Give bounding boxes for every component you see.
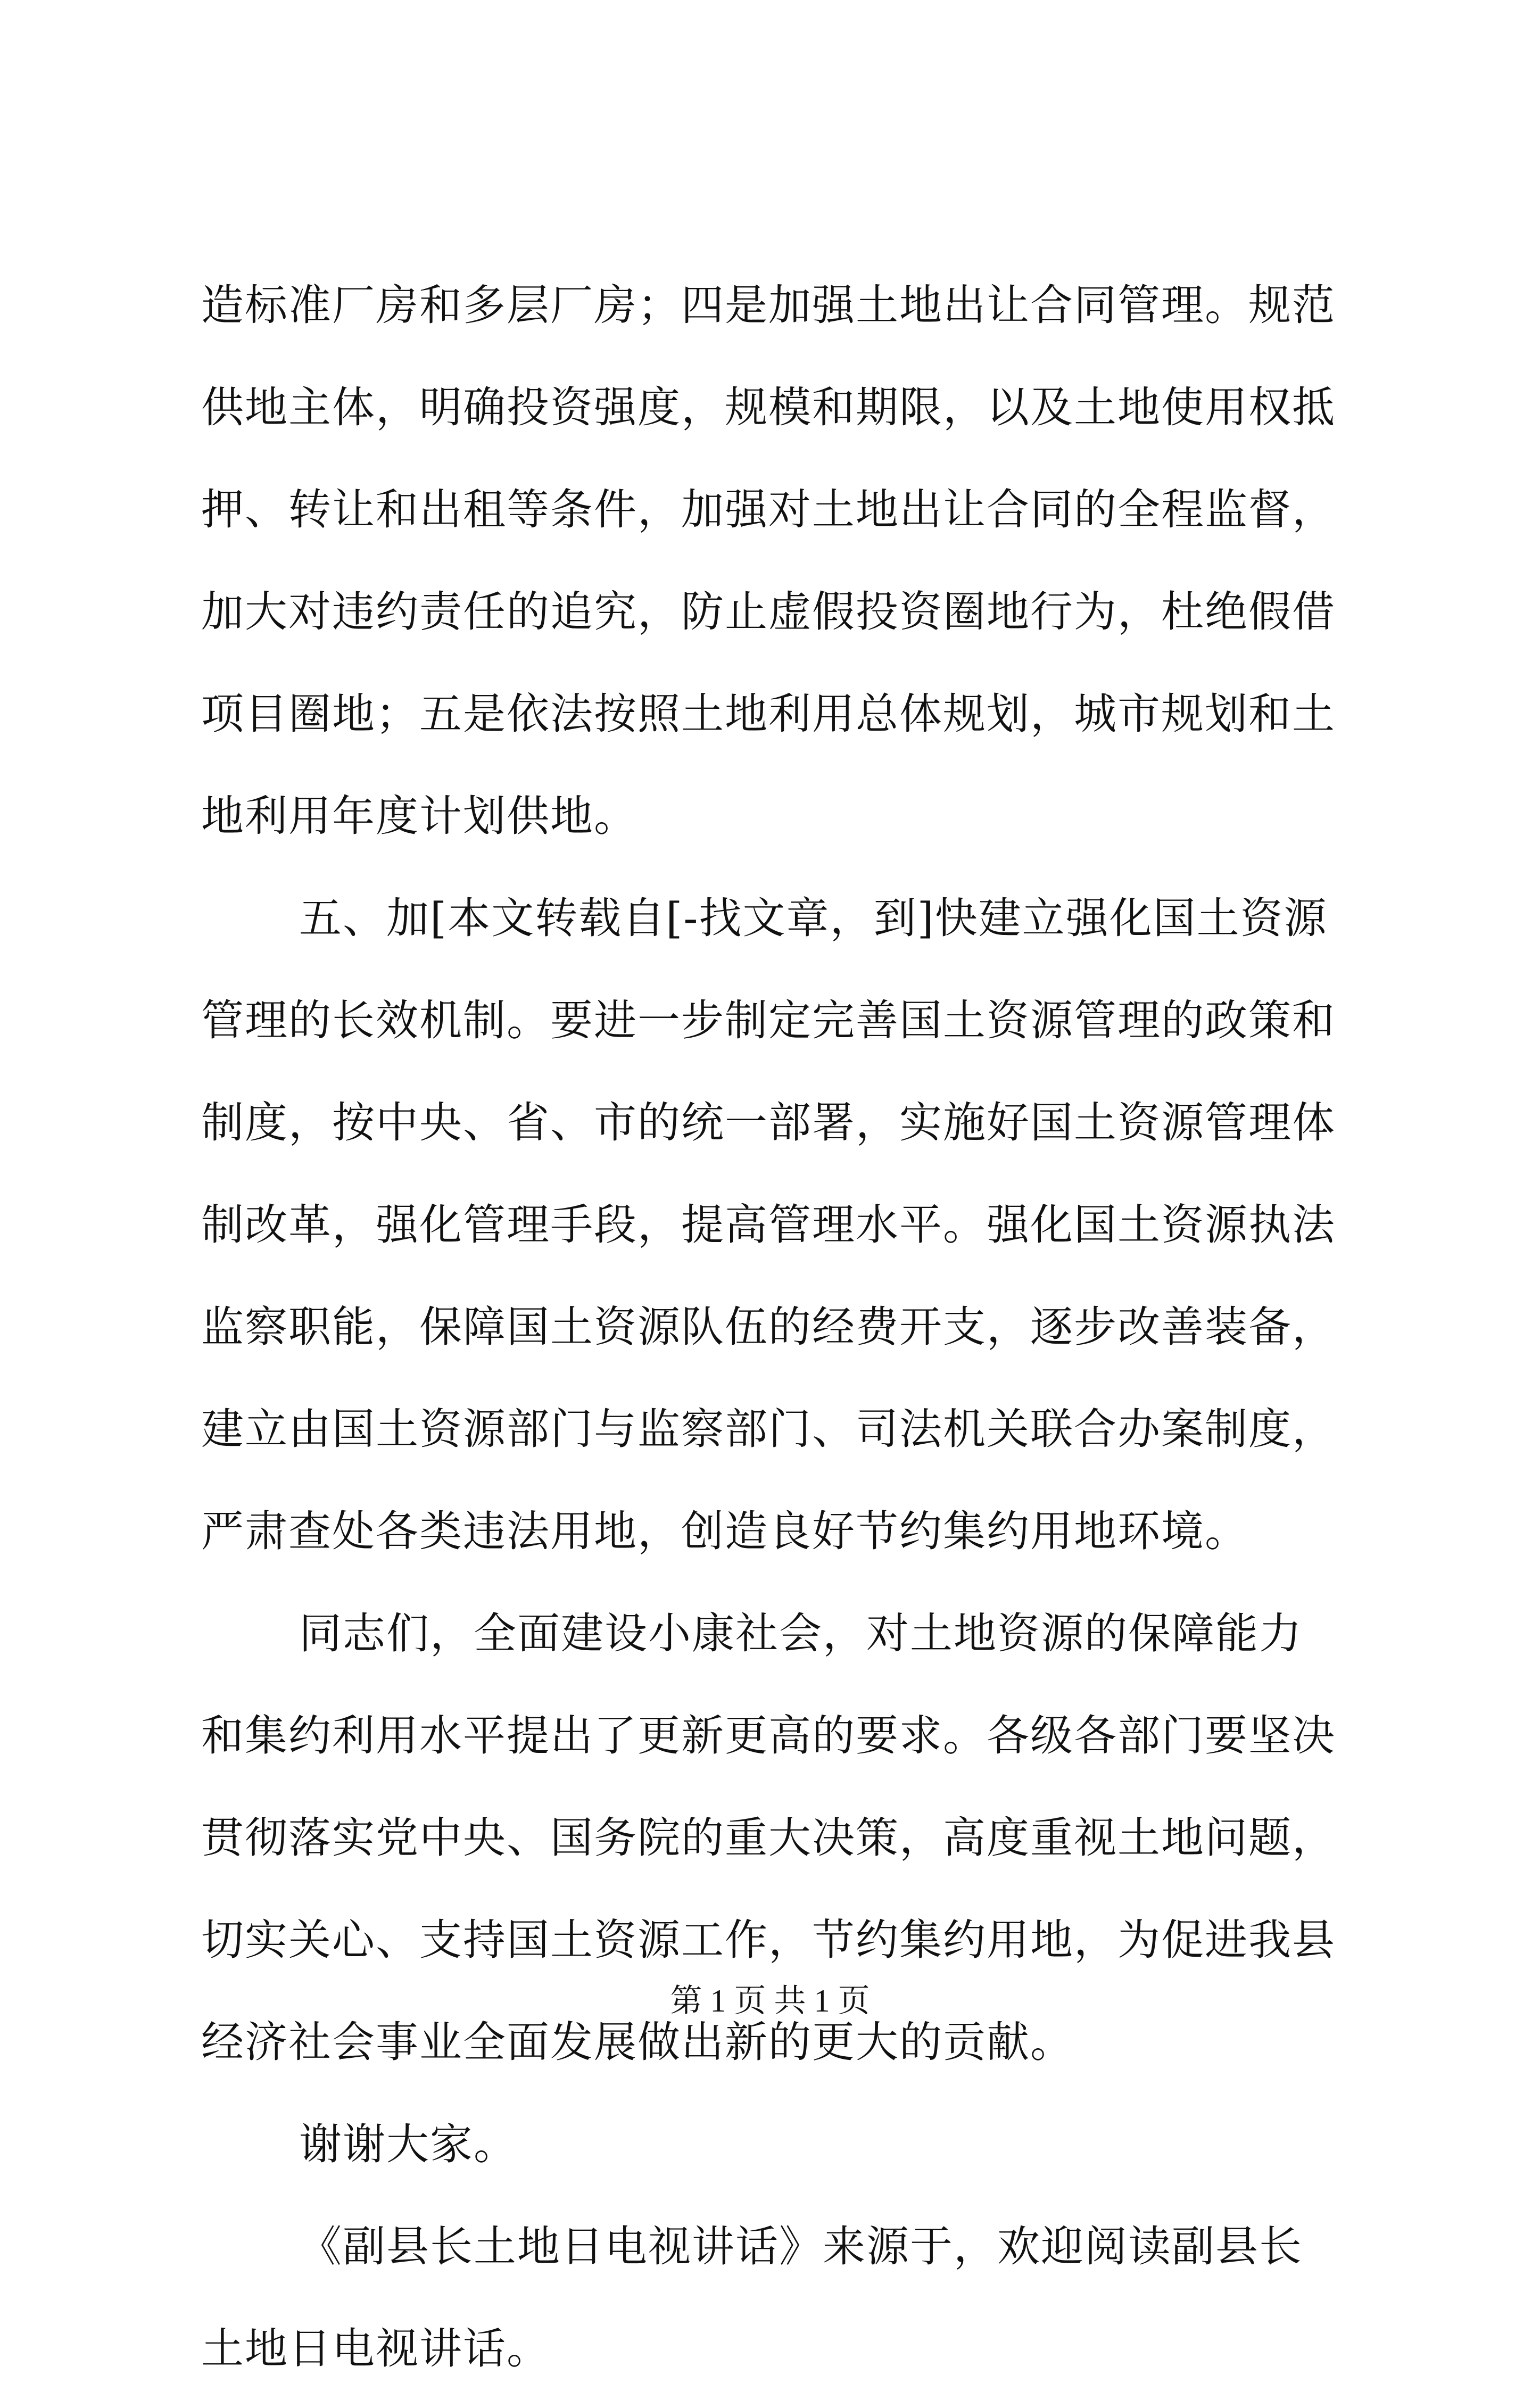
paragraph-comrades: 同志们，全面建设小康社会，对土地资源的保障能力和集约利用水平提出了更新更高的要求。各级各部门要坚决贯彻落实党中央、国务院的重大决策，高度重视土地问题，切实关心、支持国土资源工作，节约集约用地，为促进我县经济社会事业全面发展做出新的更大的贡献。 bbox=[201, 1609, 1336, 2067]
paragraph-source-note: 《副县长土地日电视讲话》来源于，欢迎阅读副县长土地日电视讲话。 bbox=[201, 2222, 1303, 2373]
page-number-footer: 第 1 页 共 1 页 bbox=[670, 1983, 870, 2018]
paragraph-section-five: 五、加[本文转载自[-找文章，到]快建立强化国土资源管理的长效机制。要进一步制定完善国土资源管理的政策和制度，按中央、省、市的统一部署，实施好国土资源管理体制改革，强化管理手段，提高管理水平。强化国土资源执法监察职能，保障国土资源队伍的经费开支，逐步改善装备，建立由国土资源部门与监察部门、司法机关联合办案制度，严肃查处各类违法用地，创造良好节约集约用地环境。 bbox=[201, 893, 1336, 1556]
paragraph-continuation: 造标准厂房和多层厂房；四是加强土地出让合同管理。规范供地主体，明确投资强度，规模和期限，以及土地使用权抵押、转让和出租等条件，加强对土地出让合同的全程监督，加大对违约责任的追究，防止虚假投资圈地行为，杜绝假借项目圈地；五是依法按照土地利用总体规划，城市规划和土地利用年度计划供地。 bbox=[201, 280, 1336, 841]
paragraph-thanks: 谢谢大家。 bbox=[299, 2120, 517, 2169]
document-body bbox=[201, 254, 1345, 2400]
